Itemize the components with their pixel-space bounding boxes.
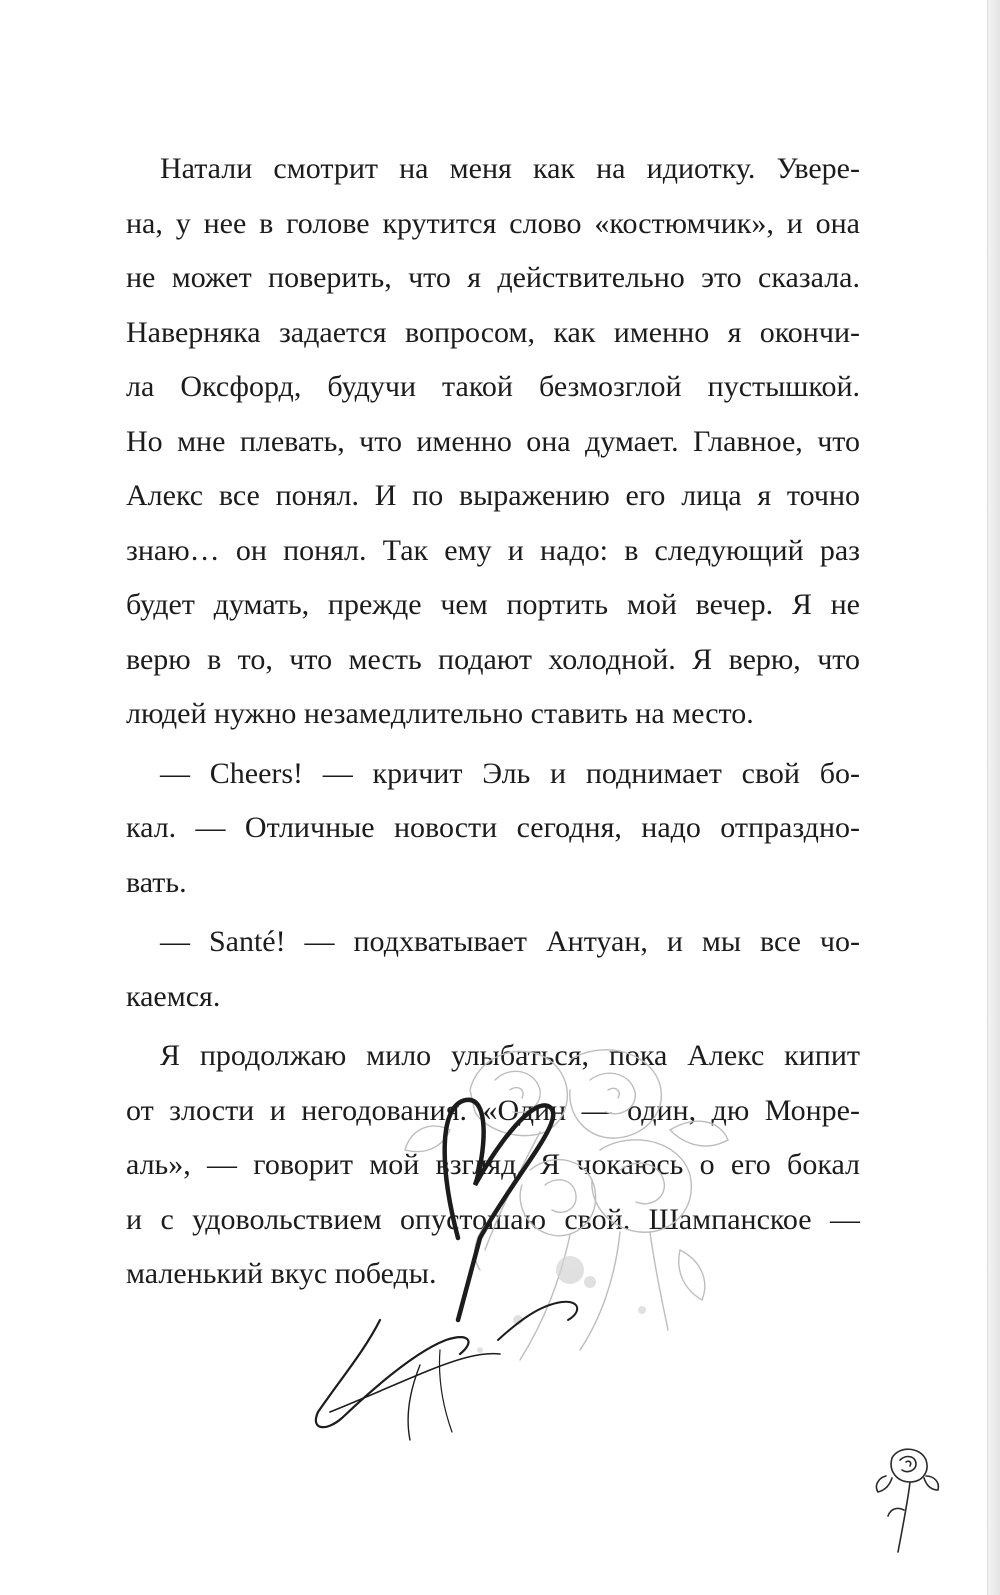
text-line: кал. — Отличные новости сегодня, надо отпраздно- xyxy=(126,811,860,844)
text-line: от злости и негодования. «Один — один, дю Монре- xyxy=(126,1093,860,1127)
page-edge xyxy=(987,0,1000,1595)
text-line: — Cheers! — кричит Эль и поднимает свой бо- xyxy=(160,756,860,790)
heart-and-roses-illustration xyxy=(270,1020,750,1460)
text-line: Натали смотрит на меня как на идиотку. Увере- xyxy=(160,152,860,185)
text-line: будет думать, прежде чем портить мой вечер. Я не xyxy=(126,588,860,621)
roses-sketch xyxy=(405,1050,728,1360)
text-line: и с удовольствием опустошаю свой. Шампанское — xyxy=(126,1202,860,1236)
text-line: аль», — говорит мой взгляд. Я чокаюсь о его бокал xyxy=(126,1148,860,1181)
text-line: — Santé! — подхватывает Антуан, и мы все чо- xyxy=(160,925,860,958)
text-line: верю в то, что месть подают холодной. Я верю, что xyxy=(126,642,860,676)
text-line: Алекс все понял. И по выражению его лица я точно xyxy=(126,479,860,512)
text-line: на, у нее в голове крутится слово «костюмчик», и она xyxy=(126,206,860,240)
text-line: Но мне плевать, что именно она думает. Главное, что xyxy=(126,424,860,458)
text-line: Наверняка задается вопросом, как именно я окончи- xyxy=(126,315,860,349)
text-line: людей нужно незамедлительно ставить на место. xyxy=(126,697,754,730)
text-line: маленький вкус победы. xyxy=(126,1257,437,1290)
text-line: знаю… он понял. Так ему и надо: в следующий раз xyxy=(126,533,860,567)
rose-sketch-icon xyxy=(868,1440,948,1560)
text-line: ла Оксфорд, будучи такой безмозглой пустышкой. xyxy=(126,370,860,403)
text-line: вать. xyxy=(126,865,187,899)
ink-splatter xyxy=(477,1256,646,1353)
heart-flourish xyxy=(316,1100,577,1440)
text-line: Я продолжаю мило улыбаться, пока Алекс кипит xyxy=(160,1039,860,1072)
text-line: каемся. xyxy=(126,979,221,1013)
text-line: не может поверить, что я действительно это сказала. xyxy=(126,261,860,294)
